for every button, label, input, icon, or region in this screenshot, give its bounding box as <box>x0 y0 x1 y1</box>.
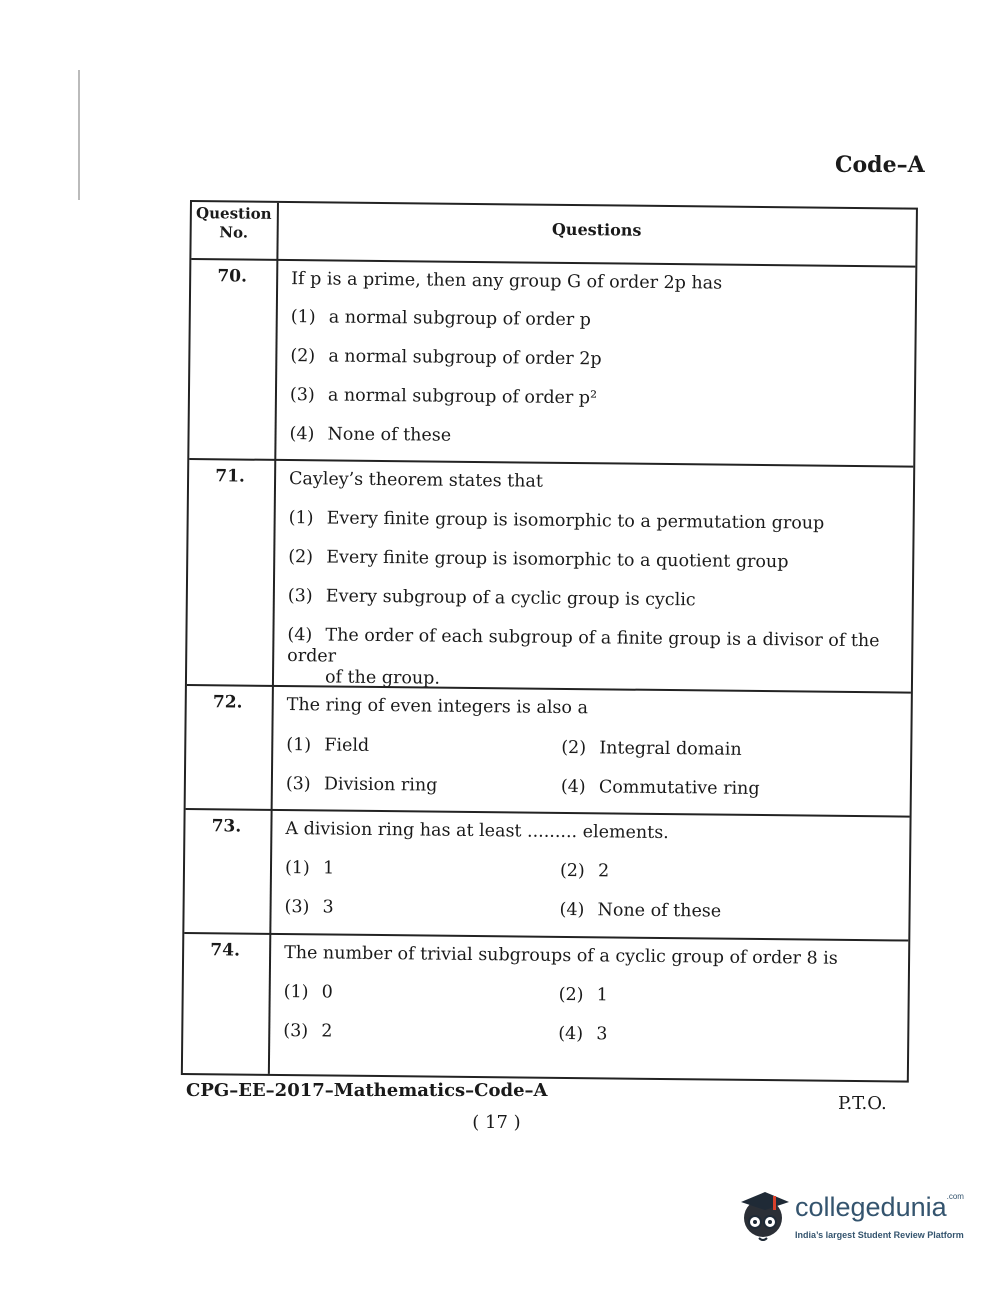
code-label: Code–A <box>835 152 925 178</box>
option: (4) Commutative ring <box>560 776 760 799</box>
row-divider <box>189 458 913 468</box>
option: (2) 2 <box>559 860 610 882</box>
question-number: 74. <box>210 940 241 961</box>
question-text: A division ring has at least ......... elements. <box>285 819 669 844</box>
question-table <box>181 200 918 1083</box>
mascot-icon <box>735 1188 793 1250</box>
option: (2) Every finite group is isomorphic to a quotient group <box>288 547 789 573</box>
question-text: Cayley’s theorem states that <box>288 469 544 492</box>
option: (4) None of these <box>559 899 722 922</box>
option: (1) a normal subgroup of order p <box>290 307 591 331</box>
column-divider <box>268 203 279 1074</box>
pto-label: P.T.O. <box>838 1093 887 1114</box>
option: (4) 3 <box>558 1023 608 1045</box>
option: (3) 2 <box>283 1021 333 1042</box>
option: (1) Field <box>286 735 370 756</box>
header-question-no: Question No. <box>196 204 272 242</box>
question-number: 72. <box>212 692 243 713</box>
option: (3) a normal subgroup of order p² <box>289 385 598 409</box>
option: (2) 1 <box>558 984 608 1006</box>
row-divider <box>184 932 908 942</box>
question-number: 70. <box>217 266 248 287</box>
logo-tagline: India’s largest Student Review Platform <box>795 1230 964 1240</box>
question-text: If p is a prime, then any group G of order 2p has <box>291 269 723 294</box>
scan-margin-line <box>78 70 80 200</box>
option: (1) 0 <box>283 982 333 1003</box>
option: (1) 1 <box>284 858 335 879</box>
option: (1) Every finite group is isomorphic to a permutation group <box>288 508 825 534</box>
page-number: ( 17 ) <box>472 1112 521 1133</box>
collegedunia-logo <box>735 1188 965 1250</box>
question-number: 71. <box>215 466 245 487</box>
option: (4) The order of each subgroup of a finite group is a divisor of the order of the group. <box>287 625 880 689</box>
question-number: 73. <box>211 816 242 837</box>
exam-code: CPG–EE–2017–Mathematics–Code–A <box>186 1080 548 1101</box>
row-divider <box>191 258 915 268</box>
option: (4) None of these <box>289 424 452 446</box>
option: (3) 3 <box>284 897 334 918</box>
logo-wordmark: collegedunia$^{.com}$ <box>795 1192 964 1222</box>
question-text: The ring of even integers is also a <box>286 695 589 719</box>
header-questions: Questions <box>551 219 642 240</box>
option: (2) a normal subgroup of order 2p <box>290 346 602 370</box>
option: (2) Integral domain <box>561 737 742 760</box>
option: (3) Division ring <box>285 774 438 796</box>
question-text: The number of trivial subgroups of a cyclic group of order 8 is <box>284 943 838 969</box>
option: (3) Every subgroup of a cyclic group is cyclic <box>287 586 696 611</box>
row-divider <box>186 808 910 818</box>
